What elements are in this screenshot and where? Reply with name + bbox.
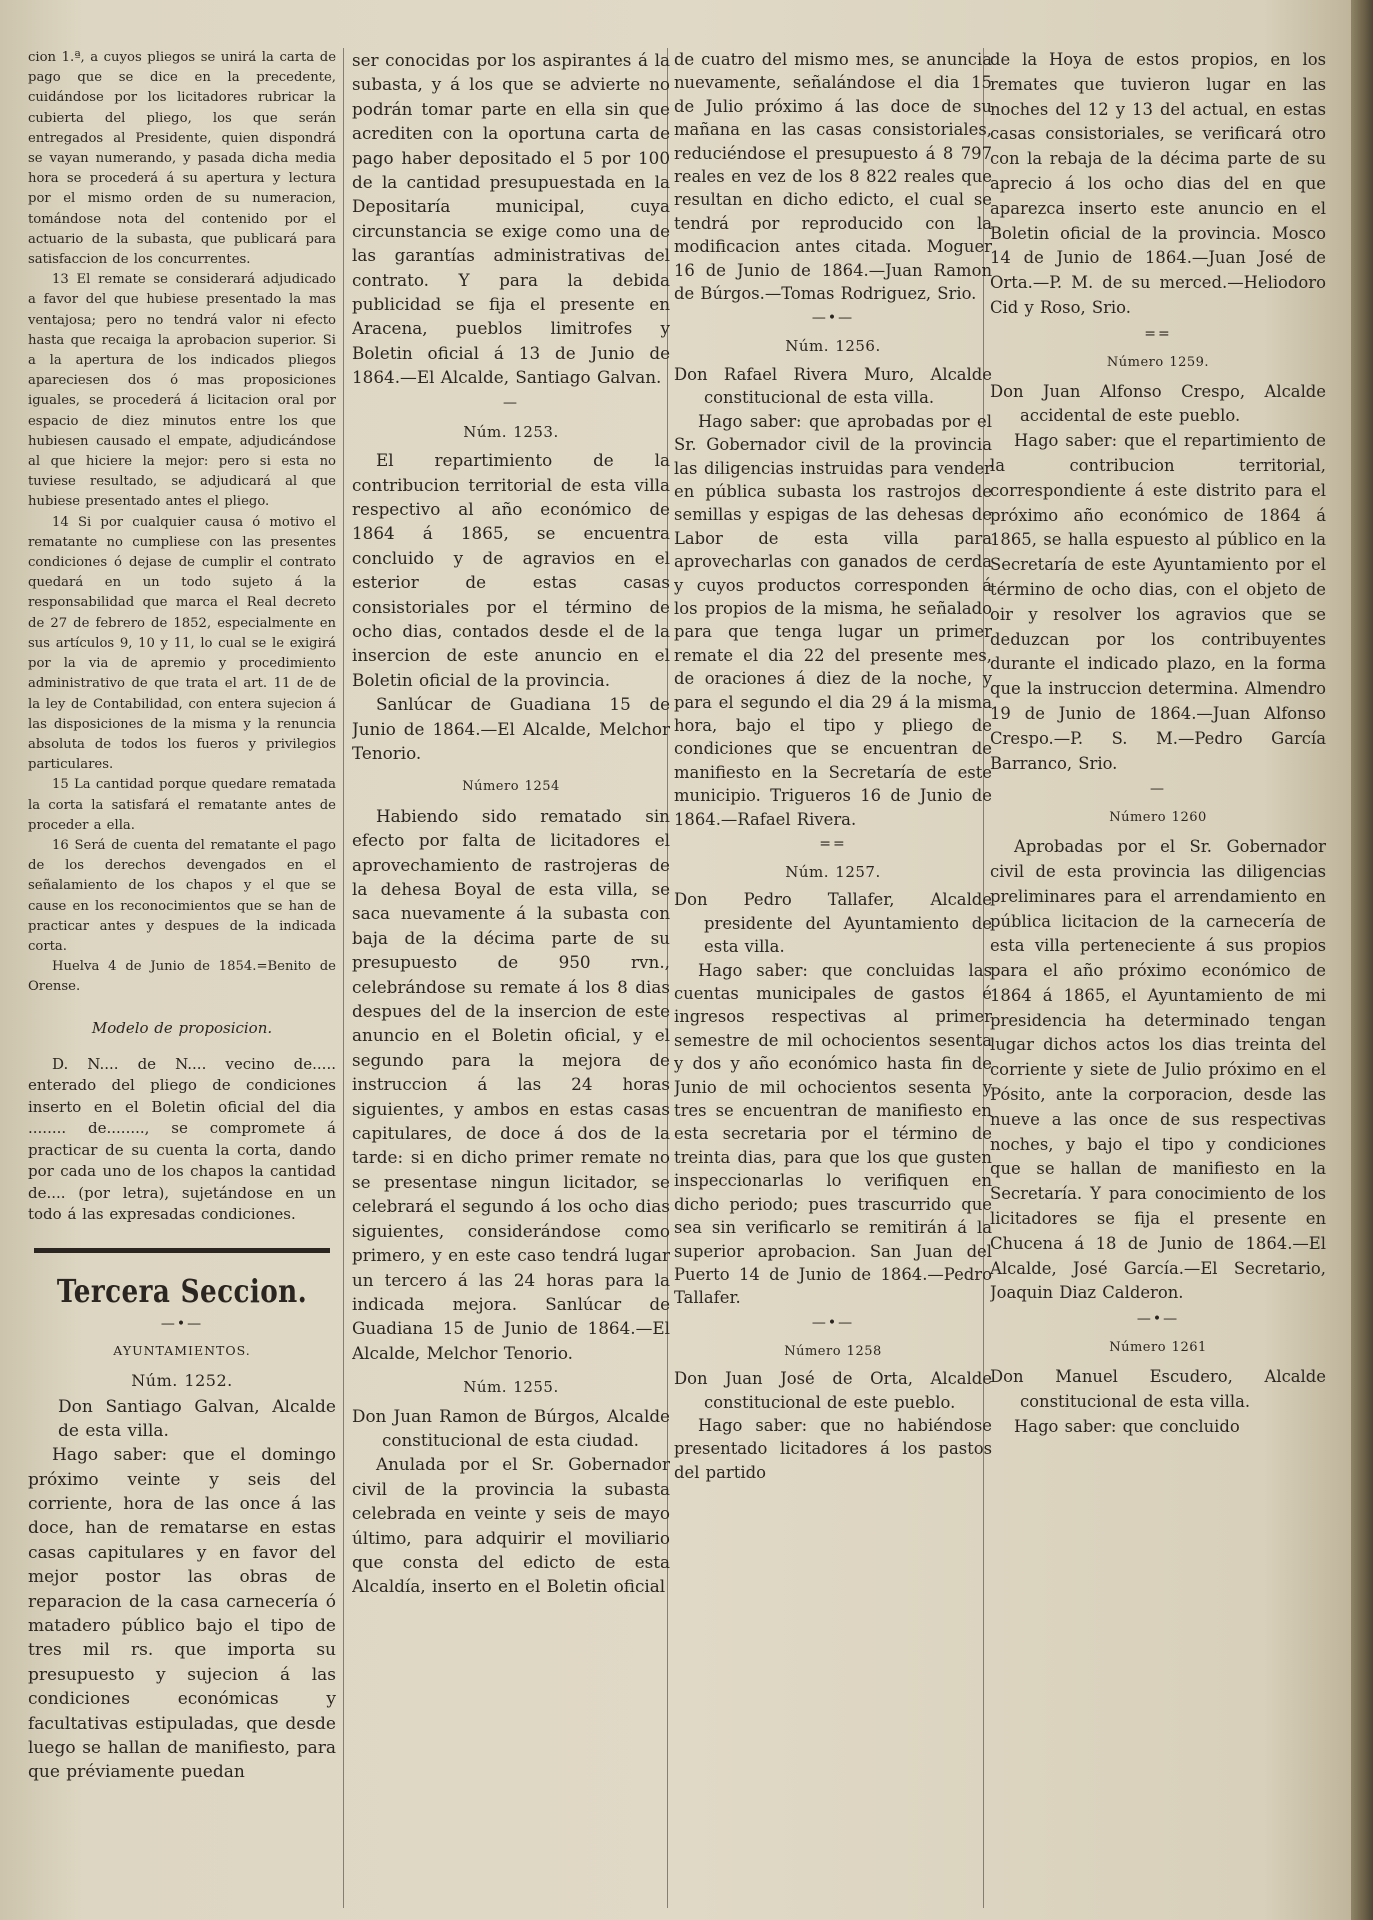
- page-binding-edge: [1351, 0, 1373, 1920]
- ornament: —: [503, 394, 519, 411]
- column-2: [352, 48, 670, 1908]
- paragraph: cion 1.ª, a cuyos pliegos se unirá la carta de pago que se dice en la precedente, cuidándose por los licitadores rubricar la cubierta del pliego, los que serán entregados al Presidente, quien dispondrá se vayan numerando, y pasada dicha media hora se procederá á su apertura y lectura por el mismo orden de su numeracion, tomándose nota del contenido por el actuario de la subasta, que publicará para satisfaccion de los concurrentes.: [28, 50, 336, 268]
- ornament: —•—: [160, 1315, 204, 1332]
- notice-text: Hago saber: que el repartimiento de la contribucion territorial, correspondiente á este distrito para el próximo año económico de 1864 á 1865, se halla espuesto al público en la Secretaría de este Ayuntamiento por el término de ocho dias, con el objeto de oir y resolver los agravios que se deduzcan por los contribuyentes durante el indicado plazo, en la forma que la instruccion determina. Almendro 19 de Junio de 1864.—Juan Alfonso Crespo.—P. S. M.—Pedro García Barranco, Srio.: [990, 431, 1326, 773]
- notice-heading: Don Santiago Galvan, Alcalde de esta villa.: [58, 1397, 336, 1442]
- paragraph: 13 El remate se considerará adjudicado a favor del que hubiese presentado la mas ventajosa; pero no tendrá valor ni efecto hasta que recaiga la aprobacion superior. Si a la apertura de los indicados pliegos apareciesen dos ó mas proposiciones iguales, se procederá á licitacion oral por espacio de diez minutos entre los que hubiesen causado el empate, adjudicándose al que hiciere la mejor: pero si esta no tuviese resultado, se adjudicará al que hubiese presentado antes el pliego.: [28, 272, 336, 510]
- signature: Huelva 4 de Junio de 1854.=Benito de Orense.: [28, 959, 336, 995]
- notice-text: Hago saber: que no habiéndose presentado licitadores á los pastos del partido: [674, 1415, 992, 1482]
- notice-number: Número 1254: [462, 779, 560, 795]
- notice-number: Número 1260: [1109, 810, 1207, 826]
- notice-text: Anulada por el Sr. Gobernador civil de la provincia la subasta celebrada en veinte y seis de mayo último, para adquirir el moviliario que consta del edicto de esta Alcaldía, inserto en el Boletin oficial: [352, 1454, 670, 1597]
- notice-number: Núm. 1252.: [131, 1370, 233, 1390]
- notice-number: Núm. 1257.: [785, 863, 881, 881]
- notice-heading: Don Rafael Rivera Muro, Alcalde constitucional de esta villa.: [674, 364, 992, 408]
- section-divider: [34, 1248, 330, 1253]
- notice-text: Aprobadas por el Sr. Gobernador civil de esta provincia las diligencias preliminares para el arrendamiento en pública licitacion de la carnecería de esta villa perteneciente á sus propios para el año próximo económico de 1864 á 1865, el Ayuntamiento de mi presidencia ha determinado tengan lugar dichos actos los dias treinta del corriente y siete de Julio próximo en el Pósito, ante la corporacion, desde las nueve a las once de sus respectivas noches, y bajo el tipo y condiciones que se hallan de manifiesto en la Secretaría. Y para conocimiento de los licitadores se fija el presente en Chucena á 18 de Junio de 1864.—El Alcalde, José García.—El Secretario, Joaquin Diaz Calderon.: [990, 837, 1326, 1303]
- notice-heading: Don Juan Alfonso Crespo, Alcalde accidental de este pueblo.: [990, 381, 1326, 426]
- column-1: [28, 48, 336, 1908]
- notice-number: Núm. 1255.: [463, 1378, 559, 1397]
- notice-heading: Don Pedro Tallafer, Alcalde presidente del Ayuntamiento de esta villa.: [674, 890, 992, 957]
- notice-text: Hago saber: que el domingo próximo veinte y seis del corriente, hora de las once á las doce, han de rematarse en estas casas capitulares y en favor del mejor postor las obras de reparacion de la casa carnecería ó matadero público bajo el tipo de tres mil rs. que importa su presupuesto y sujecion á las condiciones económicas y facultativas estipuladas, que desde luego se hallan de manifiesto, para que préviamente puedan: [28, 1445, 336, 1783]
- notice-text: Hago saber: que concluido: [1014, 1416, 1240, 1436]
- notice-text: de la Hoya de estos propios, en los remates que tuvieron lugar en las noches del 12 y 13 del actual, en estas casas consistoriales, se verificará otro con la rebaja de la décima parte de su aprecio á los ocho dias del en que aparezca inserto este anuncio en el Boletin oficial de la provincia. Mosco 14 de Junio de 1864.—Juan José de Orta.—P. M. de su merced.—Heliodoro Cid y Roso, Srio.: [990, 50, 1326, 317]
- paragraph: 14 Si por cualquier causa ó motivo el rematante no cumpliese con las presentes condiciones ó dejase de cumplir el contrato quedará en un todo sujeto á la responsabilidad que marca el Real decreto de 27 de febrero de 1852, especialmente en sus artículos 9, 10 y 11, lo cual se le exigirá por la via de apremio y procedimiento administrativo de que trata el art. 11 de de la ley de Contabilidad, con entera sujecion á las disposiciones de la misma y la renuncia absoluta de todos los fueros y privilegios particulares.: [28, 514, 336, 773]
- ornament: —•—: [1136, 1311, 1180, 1328]
- ornament: —: [1150, 781, 1166, 798]
- notice-number: Número 1258: [784, 1343, 882, 1359]
- notice-text: El repartimiento de la contribucion territorial de esta villa respectivo al año económico de 1864 á 1865, se encuentra concluido y de agravios en el esterior de estas casas consistoriales por el término de ocho dias, contados desde el de la insercion de este anuncio en el Boletin oficial de la provincia.: [352, 450, 670, 690]
- notice-heading: Don Juan José de Orta, Alcalde constitucional de este pueblo.: [674, 1369, 992, 1412]
- paragraph: 15 La cantidad porque quedare rematada la corta la satisfará el rematante antes de proceder a ella.: [28, 777, 336, 833]
- ornament: ==: [1144, 325, 1172, 342]
- signature: Sanlúcar de Guadiana 15 de Junio de 1864.—El Alcalde, Melchor Tenorio.: [352, 694, 670, 763]
- column-3: [674, 48, 992, 1908]
- column-4: [990, 48, 1326, 1908]
- ornament: —•—: [811, 310, 855, 327]
- ornament: —•—: [811, 1314, 855, 1331]
- model-title: Modelo de proposicion.: [91, 1018, 273, 1037]
- notice-number: Núm. 1256.: [785, 337, 881, 356]
- model-text: D. N.... de N.... vecino de..... enterado del pliego de condiciones inserto en el Boletin oficial del dia ........ de........, se compromete á practicar de su cuenta la corta, dando por cada uno de los chapos la cantidad de.... (por letra), sujetándose en un todo á las expresadas condiciones.: [28, 1054, 336, 1224]
- notice-number: Número 1259.: [1106, 354, 1210, 370]
- notice-text: de cuatro del mismo mes, se anuncia nuevamente, señalándose el dia 15 de Julio próximo á las doce de su mañana en las casas consistoriales, reduciéndose el presupuesto á 8 797 reales en vez de los 8 822 reales que resultan en dicho edicto, el cual se tendrá por reproducido con la modificacion antes citada. Moguer 16 de Junio de 1864.—Juan Ramon de Búrgos.—Tomas Rodriguez, Srio.: [674, 50, 992, 304]
- section-subtitle: AYUNTAMIENTOS.: [113, 1342, 251, 1358]
- paragraph: 16 Será de cuenta del rematante el pago de los derechos devengados en el señalamiento de los chapos y el que se cause en los reconocimientos que se han de practicar antes y despues de la indicada corta.: [28, 837, 336, 954]
- notice-text: Habiendo sido rematado sin efecto por falta de licitadores el aprovechamiento de rastrojeras de la dehesa Boyal de esta villa, se saca nuevamente á la subasta con baja de la décima parte de su presupuesto de 950 rvn., celebrándose su remate á los 8 dias despues del de la insercion de este anuncio en el Boletin oficial, y el segundo para la mejora de instruccion á las 24 horas siguientes, y ambos en estas casas capitulares, de doce á dos de la tarde: si en dicho primer remate no se presentase ningun licitador, se celebrará el segundo á los ocho dias siguientes, considerándose como primero, y en este caso tendrá lugar un tercero á las 24 horas para la indicada mejora. Sanlúcar de Guadiana 15 de Junio de 1864.—El Alcalde, Melchor Tenorio.: [352, 805, 670, 1363]
- notice-heading: Don Manuel Escudero, Alcalde constitucional de esta villa.: [990, 1367, 1326, 1411]
- notice-text: Hago saber: que aprobadas por el Sr. Gobernador civil de la provincia las diligencias instruidas para vender en pública subasta los rastrojos de semillas y espigas de las dehesas de Labor de esta villa para aprovecharlas con ganados de cerda y cuyos productos corresponden á los propios de la misma, he señalado para que tenga lugar un primer remate el dia 22 del presente mes, de oraciones á diez de la noche, y para el segundo el dia 29 á la misma hora, bajo el tipo y pliego de condiciones que se encuentran de manifiesto en la Secretaría de este municipio. Trigueros 16 de Junio de 1864.—Rafael Rivera.: [674, 411, 992, 829]
- notice-text: ser conocidas por los aspirantes á la subasta, y á los que se advierte no podrán tomar parte en ella sin que acrediten con la oportuna carta de pago haber depositado el 5 por 100 de la cantidad presupuestada en la Depositaría municipal, cuya circunstancia se exige como una de las garantías administrativas del contrato. Y para la debida publicidad se fija el presente en Aracena, pueblos limitrofes y Boletin oficial á 13 de Junio de 1864.—El Alcalde, Santiago Galvan.: [352, 50, 670, 388]
- column-rule: [343, 48, 344, 1908]
- ornament: ==: [819, 836, 847, 852]
- notice-number: Número 1261: [1109, 1340, 1207, 1356]
- notice-heading: Don Juan Ramon de Búrgos, Alcalde constitucional de esta ciudad.: [352, 1405, 670, 1450]
- section-title: Tercera Seccion.: [56, 1271, 308, 1310]
- notice-text: Hago saber: que concluidas las cuentas municipales de gastos é ingresos respectivas al primer semestre de mil ochocientos sesenta y dos y año económico hasta fin de Junio de mil ochocientos sesenta y tres se encuentran de manifiesto en esta secretaria por el término de treinta dias, para que los que gusten inspeccionarlas lo verifiquen en dicho periodo; pues trascurrido que sea sin verificarlo se remitirán á la superior aprobacion. San Juan del Puerto 14 de Junio de 1864.—Pedro Tallafer.: [674, 960, 992, 1308]
- notice-number: Núm. 1253.: [463, 422, 559, 441]
